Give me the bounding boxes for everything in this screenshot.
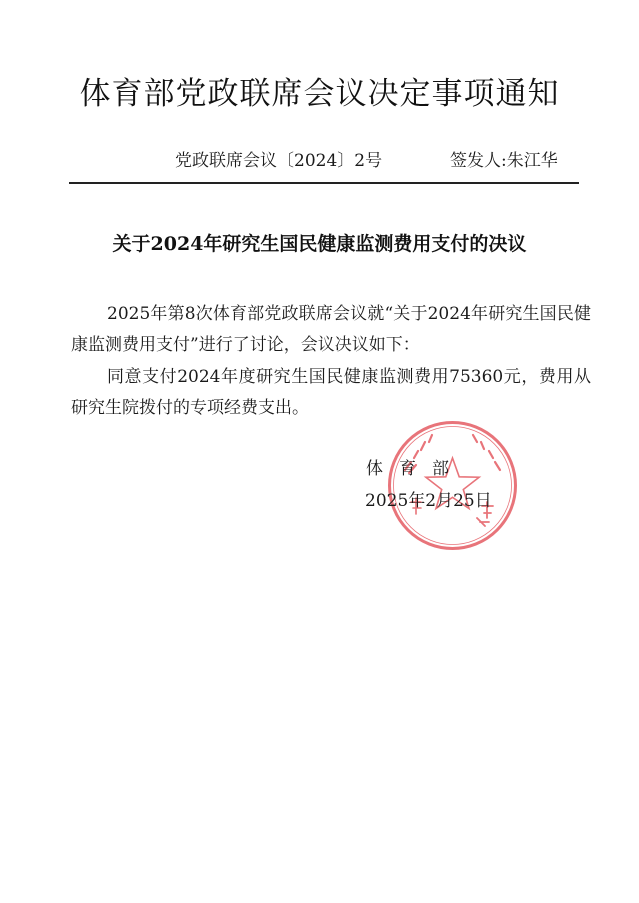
body-paragraph-1: 2025年第8次体育部党政联席会议就“关于2024年研究生国民健康监测费用支付”进行了讨论，会议决议如下：: [71, 304, 591, 355]
document-number: 党政联席会议〔2024〕2号: [175, 151, 383, 171]
decision-title: 关于2024年研究生国民健康监测费用支付的决议: [112, 233, 527, 255]
document-title: 体育部党政联席会议决定事项通知: [79, 76, 560, 112]
issuer-name: 体育部: [366, 459, 465, 479]
body-paragraph-2: 同意支付2024年度研究生国民健康监测费用75360元，费用从研究生院拨付的专项经费支出。: [71, 367, 591, 418]
issue-date: 2025年2月25日: [365, 491, 492, 511]
signer-line: 签发人:朱江华: [450, 151, 558, 171]
header-divider: [69, 182, 579, 184]
official-seal-icon: [385, 418, 520, 553]
